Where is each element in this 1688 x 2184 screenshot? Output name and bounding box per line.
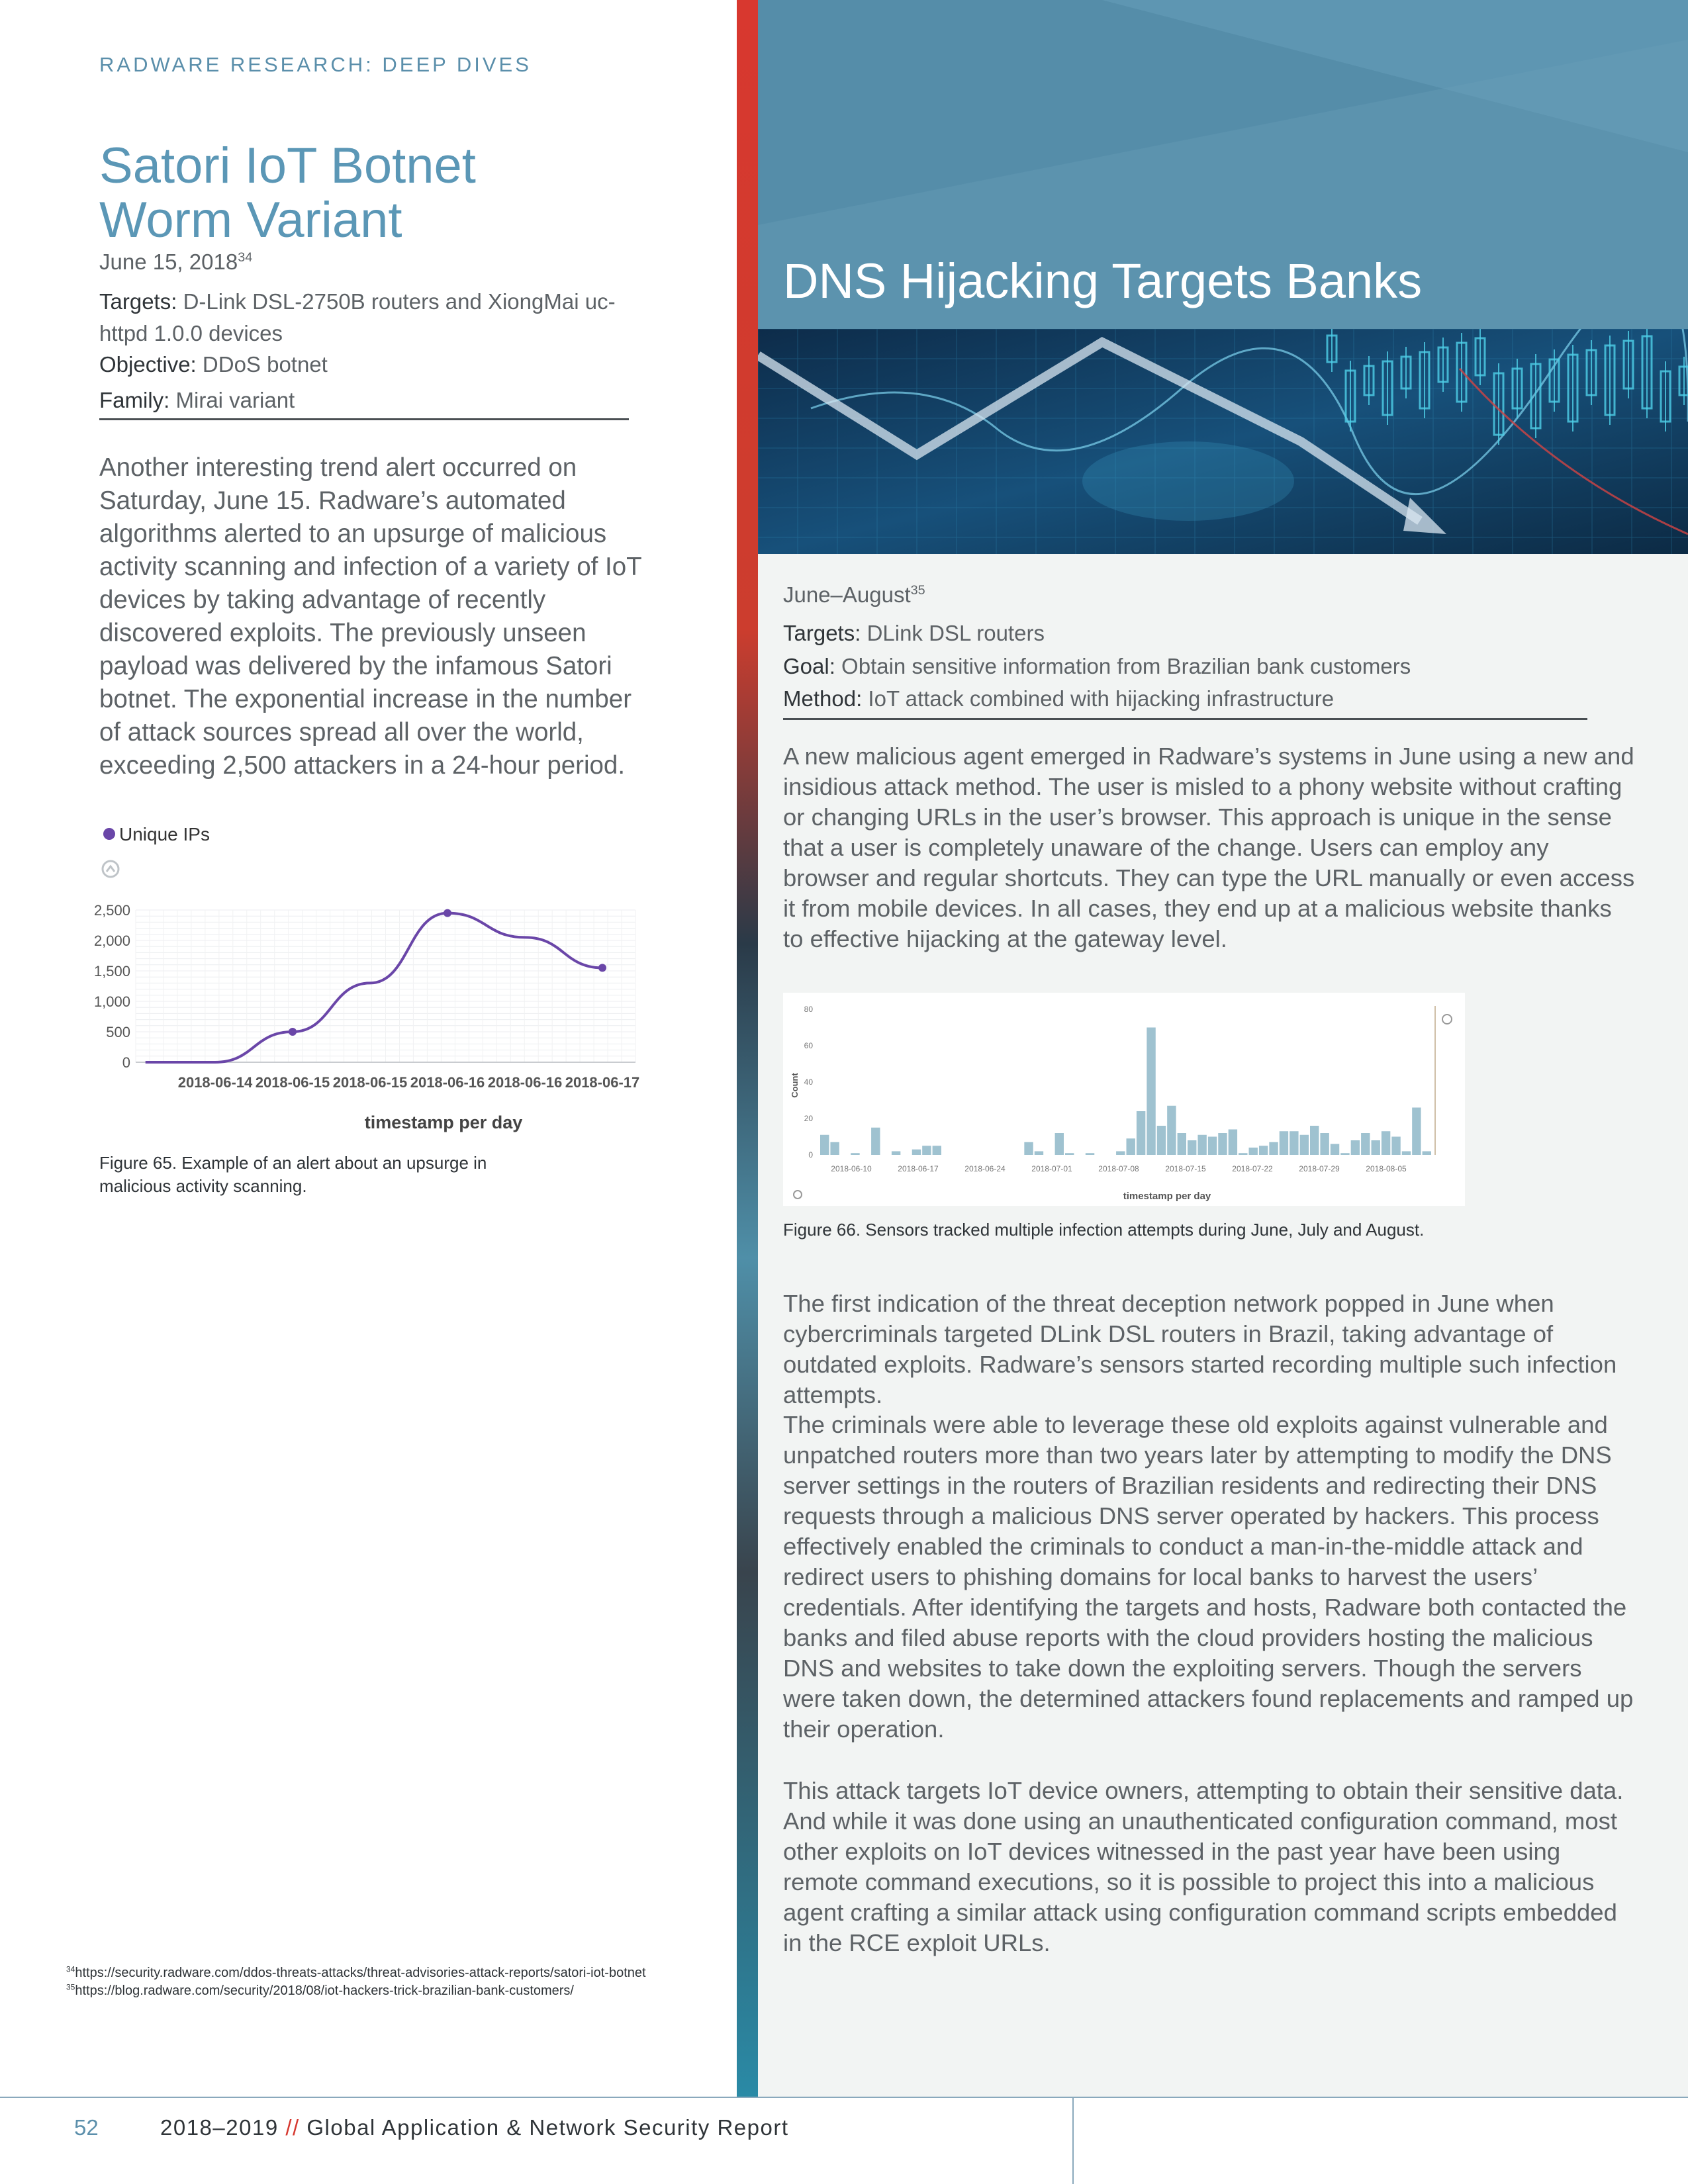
right-date-ref: 35 (910, 583, 925, 598)
chart1-y-tick-label: 500 (106, 1024, 130, 1040)
chart2-bar (1412, 1108, 1421, 1156)
chart2-x-tick-label: 2018-07-01 (1031, 1164, 1072, 1173)
chart2-x-tick-label: 2018-06-17 (898, 1164, 939, 1173)
chart2-background (783, 993, 1465, 1206)
left-date (99, 246, 642, 278)
infection-attempts-bar-chart (783, 993, 1465, 1206)
chart2-bar (933, 1146, 941, 1155)
chart1-legend-swatch (103, 828, 115, 840)
chart2-bar (1280, 1131, 1288, 1155)
footnote-34-num: 34 (66, 1964, 75, 1974)
footnote-35-url[interactable]: https://blog.radware.com/security/2018/08/iot-hackers-trick-brazilian-bank-customers/ (75, 1983, 574, 1998)
footer-title-text: Global Application & Network Security Report (306, 2115, 789, 2140)
chart2-bar (1310, 1126, 1319, 1155)
chart2-y-tick-label: 20 (804, 1114, 813, 1123)
chart1-point (444, 909, 451, 917)
chart2-x-tick-label: 2018-07-15 (1165, 1164, 1206, 1173)
chart1-x-tick-label: 2018-06-15 (332, 1074, 408, 1091)
right-targets (783, 617, 1597, 649)
chart1-y-tick-label: 1,500 (93, 963, 130, 979)
chart2-bar (1065, 1153, 1074, 1155)
chart2-bar (830, 1142, 839, 1155)
chart1-series-line-unique-ips (146, 913, 602, 1062)
left-title-line-2: Worm Variant (99, 192, 402, 248)
chart2-x-tick-label: 2018-07-29 (1299, 1164, 1340, 1173)
chart2-bar (1147, 1028, 1155, 1156)
left-title-line-1: Satori IoT Botnet (99, 138, 476, 194)
chart1-y-tick-label: 2,000 (93, 933, 130, 949)
chart1-y-axis (94, 902, 130, 1071)
right-date (783, 579, 1597, 611)
right-goal-label: Goal: (783, 654, 835, 678)
stock-market-hero-image (758, 329, 1688, 554)
chart2-bar (1331, 1144, 1339, 1156)
left-targets (99, 286, 642, 349)
left-family-label: Family: (99, 388, 170, 412)
chart1-reset-icon-arrow (107, 866, 115, 872)
right-meta-divider (783, 718, 1587, 720)
footer-divider (0, 2097, 1688, 2098)
chart2-bar (871, 1128, 880, 1155)
chart2-y-axis-label: Count (790, 1073, 800, 1098)
left-meta-divider (99, 418, 629, 420)
chart2-y-tick-label: 40 (804, 1077, 813, 1087)
section-kicker: RADWARE RESEARCH: DEEP DIVES (99, 53, 532, 76)
chart2-x-tick-label: 2018-07-08 (1098, 1164, 1139, 1173)
chart2-bar (1423, 1152, 1431, 1156)
right-date-text: June–August (783, 582, 911, 607)
chart2-x-axis-label: timestamp per day (1123, 1191, 1211, 1202)
right-body-paragraph-3: The criminals were able to leverage these old exploits against vulnerable and unpatched routers more than two years later by attempting to modify the DNS server settings in the routers of Brazilian residents and redirecting their DNS requests through a malicious DNS server operated by hackers. This process effectively enabled the criminals to conduct a man-in-the-middle attack and redirect users to phishing domains for local banks to harvest the users’ credentials. After identifying the targets and hosts, Radware both contacted the banks and filed abuse reports with the cloud providers hosting the malicious DNS and websites to take down the exploiting servers. Though the servers were taken down, the determined attackers found replacements and ramped up their operation. (783, 1411, 1634, 1743)
left-date-ref: 34 (238, 250, 253, 265)
chart2-bar (1208, 1137, 1217, 1156)
chart2-bar (1178, 1133, 1186, 1155)
footer-report-title (160, 2115, 789, 2140)
chart2-bar (1197, 1135, 1206, 1155)
chart2-bar (1300, 1135, 1309, 1155)
chart1-legend (103, 824, 210, 844)
footnote-35 (66, 1982, 715, 2000)
footer-vertical-divider (1072, 2097, 1074, 2184)
chart1-grid (136, 910, 635, 1062)
chart2-bar (1024, 1142, 1033, 1155)
chart1-x-tick-label: 2018-06-16 (410, 1074, 485, 1091)
footer-separator: // (285, 2115, 300, 2140)
chart2-bar (1259, 1146, 1268, 1155)
chart2-x-tick-label: 2018-06-10 (831, 1164, 872, 1173)
left-objective-label: Objective: (99, 352, 197, 377)
chart2-x-tick-label: 2018-08-05 (1366, 1164, 1407, 1173)
right-targets-value: DLink DSL routers (867, 621, 1045, 645)
footnotes (66, 1964, 715, 2000)
chart2-bar (912, 1150, 921, 1155)
chart2-bar (1391, 1137, 1400, 1156)
hero-image-map-shape (1082, 441, 1294, 521)
figure-65-caption: Figure 65. Example of an alert about an upsurge in malicious activity scanning. (99, 1153, 487, 1196)
left-targets-value: D-Link DSL-2750B routers and XiongMai uc-httpd 1.0.0 devices (99, 289, 616, 345)
chart2-bar (1086, 1153, 1094, 1155)
right-method-label: Method: (783, 686, 863, 711)
chart2-bar (1116, 1152, 1125, 1156)
chart2-bar (1382, 1131, 1390, 1155)
chart1-x-tick-label: 2018-06-15 (255, 1074, 330, 1091)
footnote-34-url[interactable]: https://security.radware.com/ddos-threats-attacks/threat-advisories-attack-reports/satori-iot-botnet (75, 1966, 646, 1980)
chart2-bar (1289, 1131, 1298, 1155)
chart2-x-tick-label: 2018-07-22 (1232, 1164, 1273, 1173)
chart2-bar (1035, 1152, 1043, 1156)
chart1-x-axis (178, 1074, 640, 1091)
chart2-bar (1372, 1140, 1380, 1155)
chart1-x-tick-label: 2018-06-14 (177, 1074, 253, 1091)
chart2-x-tick-label: 2018-06-24 (964, 1164, 1006, 1173)
chart1-point (289, 1028, 297, 1036)
chart1-x-axis-label: timestamp per day (364, 1113, 523, 1132)
left-objective-value: DDoS botnet (202, 352, 328, 377)
decorative-color-stripe (737, 0, 758, 2097)
right-method-value: IoT attack combined with hijacking infrastructure (868, 686, 1335, 711)
left-article-title (99, 139, 695, 248)
right-body-paragraph-4: This attack targets IoT device owners, attempting to obtain their sensitive data. And while it was done using an unauthenticated configuration command, most other exploits on IoT devices witnessed in the past year have been using remote command executions, so it is possible to project this into a malicious agent crafting a similar attack using configuration command scripts embedded in the RCE exploit URLs. (783, 1777, 1624, 1956)
chart2-bar (1218, 1133, 1227, 1155)
chart2-bar (1361, 1133, 1370, 1155)
right-body-paragraph-2: The first indication of the threat deception network popped in June when cybercriminals targeted DLink DSL routers in Brazil, taking advantage of outdated exploits. Radware’s sensors started recording multiple such infection attempts. (783, 1290, 1617, 1408)
chart2-y-tick-label: 0 (808, 1150, 813, 1160)
chart2-bar (1127, 1138, 1135, 1155)
figure-66-caption: Figure 66. Sensors tracked multiple infection attempts during June, July and August. (783, 1220, 1425, 1240)
chart2-y-tick-label: 60 (804, 1041, 813, 1050)
chart2-bar (1402, 1152, 1411, 1156)
chart2-bar (1055, 1133, 1064, 1155)
chart2-bar (1188, 1140, 1196, 1155)
chart1-reset-icon[interactable] (103, 861, 118, 877)
chart1-y-tick-label: 0 (122, 1054, 130, 1071)
chart2-bar (1167, 1106, 1176, 1155)
right-body-paragraph-1: A new malicious agent emerged in Radware’s systems in June using a new and insidious attack method. The user is misled to a phony website without crafting or changing URLs in the user’s browser. This approach is unique in the sense that a user is completely unaware of the change. Users can employ any browser and regular shortcuts. They can type the URL manually or even access it from mobile devices. In all cases, they end up at a malicious website thanks to effective hijacking at the gateway level. (783, 743, 1635, 952)
chart1-y-tick-label: 2,500 (93, 902, 130, 919)
chart1-x-tick-label: 2018-06-16 (487, 1074, 563, 1091)
chart1-x-tick-label: 2018-06-17 (565, 1074, 640, 1091)
left-family-value: Mirai variant (175, 388, 295, 412)
left-targets-label: Targets: (99, 289, 177, 314)
chart2-bar (1137, 1111, 1145, 1155)
chart2-bar (820, 1135, 829, 1155)
chart2-y-tick-label: 80 (804, 1005, 813, 1014)
chart2-bar (1239, 1153, 1247, 1155)
left-family (99, 385, 642, 416)
chart2-bar (1157, 1126, 1166, 1155)
footnote-35-num: 35 (66, 1982, 75, 1992)
right-goal (783, 651, 1597, 682)
chart2-bar (922, 1146, 931, 1155)
chart2-x-axis (831, 1164, 1407, 1173)
left-date-text: June 15, 2018 (99, 250, 238, 274)
chart2-bar (1340, 1153, 1349, 1155)
unique-ips-line-chart (86, 811, 649, 1142)
chart2-bar (1351, 1140, 1360, 1155)
page-number: 52 (74, 2115, 99, 2140)
right-article-title: DNS Hijacking Targets Banks (783, 253, 1423, 308)
chart2-bar (851, 1153, 859, 1155)
footnote-34 (66, 1964, 715, 1982)
footer-years: 2018–2019 (160, 2115, 279, 2140)
left-body-paragraph: Another interesting trend alert occurred on Saturday, June 15. Radware’s automated algorithms alerted to an upsurge of malicious activity scanning and infection of a variety of IoT devices by taking advantage of recently discovered exploits. The previously unseen payload was delivered by the infamous Satori botnet. The exponential increase in the number of attack sources spread all over the world, exceeding 2,500 attackers in a 24-hour period. (99, 453, 641, 780)
chart2-bar (1320, 1133, 1329, 1155)
chart1-point (598, 964, 606, 972)
chart2-bar (1269, 1142, 1278, 1155)
right-targets-label: Targets: (783, 621, 861, 645)
left-objective (99, 349, 642, 381)
right-goal-value: Obtain sensitive information from Brazilian bank customers (841, 654, 1411, 678)
chart2-bar (1249, 1148, 1258, 1155)
chart2-bar (892, 1152, 900, 1156)
chart1-legend-label: Unique IPs (119, 824, 210, 844)
chart1-y-tick-label: 1,000 (93, 993, 130, 1010)
chart2-bar (1229, 1130, 1237, 1156)
right-method (783, 683, 1597, 715)
